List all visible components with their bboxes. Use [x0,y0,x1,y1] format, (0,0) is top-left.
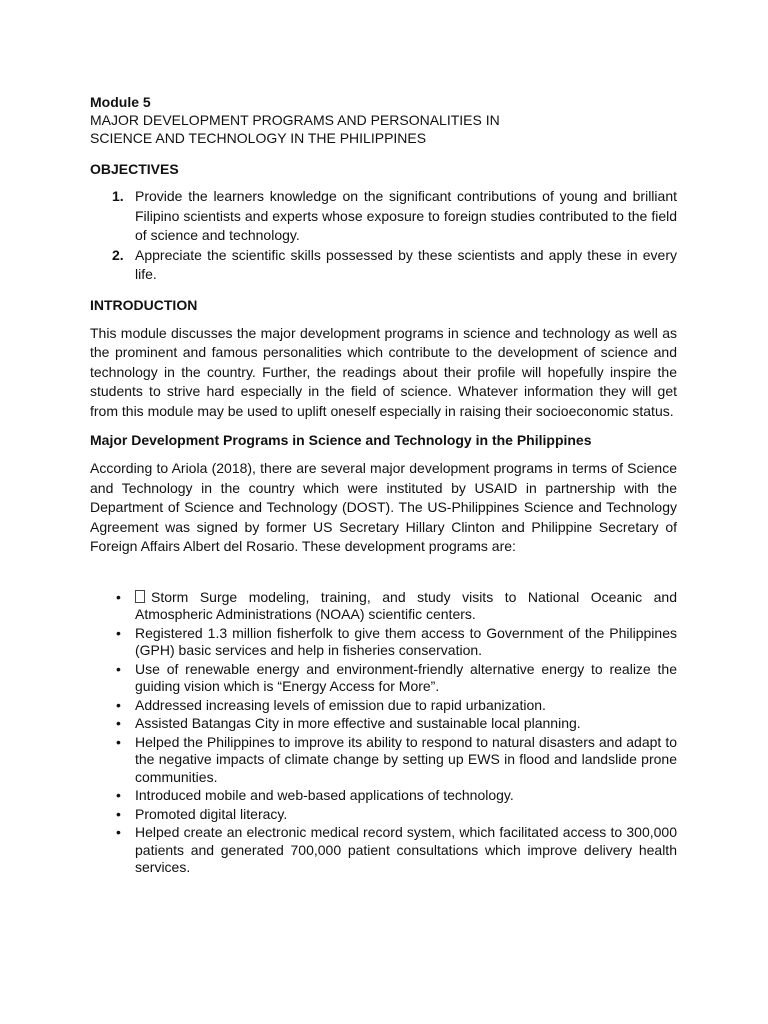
list-item [90,697,677,715]
list-item-text: Helped the Philippines to improve its ability to respond to natural disasters and adapt to the negative impacts of climate change by setting up EWS in flood and landslide prone communities. [135,733,677,785]
list-item-text: Addressed increasing levels of emission due to rapid urbanization. [135,696,546,713]
introduction-paragraph: This module discusses the major development programs in science and technology as well as the prominent and famous personalities which contribute to the development of science and technology in the country. Further, the readings about their profile will hopefully inspire the students to strive hard especially in the field of science. Whatever information they will get from this module may be used to uplift oneself especially in raising their socioeconomic status. [90,324,677,419]
objective-number: 2. [112,246,124,263]
module-number: Module 5 [90,94,151,110]
module-title-line-1: MAJOR DEVELOPMENT PROGRAMS AND PERSONALITIES IN [90,112,500,128]
list-item-text: Registered 1.3 million fisherfolk to give them access to Government of the Philippines (GPH) basic services and help in fisheries conservation. [135,624,677,658]
list-item-text: Use of renewable energy and environment-friendly alternative energy to realize the guiding vision which is “Energy Access for More”. [135,660,677,694]
list-item [90,806,677,824]
list-item-text: Promoted digital literacy. [135,805,288,822]
list-item-text: Assisted Batangas City in more effective and sustainable local planning. [135,715,581,731]
list-item-text: Introduced mobile and web-based applications of technology. [135,787,514,803]
objectives-list [90,187,677,285]
introduction-heading: INTRODUCTION [90,296,198,313]
list-item [90,824,677,877]
bullet-icon: • [116,715,121,731]
objective-text: Appreciate the scientific skills possessed by these scientists and apply these in every life. [135,246,677,282]
list-item [90,589,677,624]
objectives-heading: OBJECTIVES [90,161,179,177]
bullet-icon: • [116,824,121,840]
objective-item [90,187,677,246]
bullet-icon: • [116,696,121,713]
document-page [90,93,677,878]
objective-item [90,246,677,285]
module-title-line-2: SCIENCE AND TECHNOLOGY IN THE PHILIPPINES [90,130,427,146]
bullet-icon: • [116,805,121,822]
objective-number: 1. [112,188,124,204]
list-item [90,734,677,787]
objective-text: Provide the learners knowledge on the significant contributions of young and brilliant Filipino scientists and experts whose exposure to foreign studies contributed to the field of science and technology. [135,188,677,243]
missing-glyph-icon [135,590,145,603]
list-item [90,787,677,805]
programs-bullet-list [90,589,677,877]
list-item [90,661,677,696]
bullet-icon: • [116,624,121,641]
major-programs-heading: Major Development Programs in Science and Technology in the Philippines [90,432,592,448]
list-item [90,625,677,660]
list-item [90,715,677,733]
bullet-icon: • [116,733,121,750]
list-item-text: Storm Surge modeling, training, and study visits to National Oceanic and Atmospheric Administrations (NOAA) scientific centers. [135,588,677,622]
bullet-icon: • [116,787,121,803]
bullet-icon: • [116,588,121,605]
major-programs-paragraph: According to Ariola (2018), there are several major development programs in terms of Science and Technology in the country which were instituted by USAID in partnership with the Department of Science and Technology (DOST). The US-Philippines Science and Technology Agreement was signed by former US Secretary Hillary Clinton and Philippine Secretary of Foreign Affairs Albert del Rosario. These development programs are: [90,460,677,554]
list-item-text: Helped create an electronic medical record system, which facilitated access to 300,000 patients and generated 700,000 patient consultations which improve delivery health services. [135,824,677,875]
bullet-icon: • [116,660,121,677]
